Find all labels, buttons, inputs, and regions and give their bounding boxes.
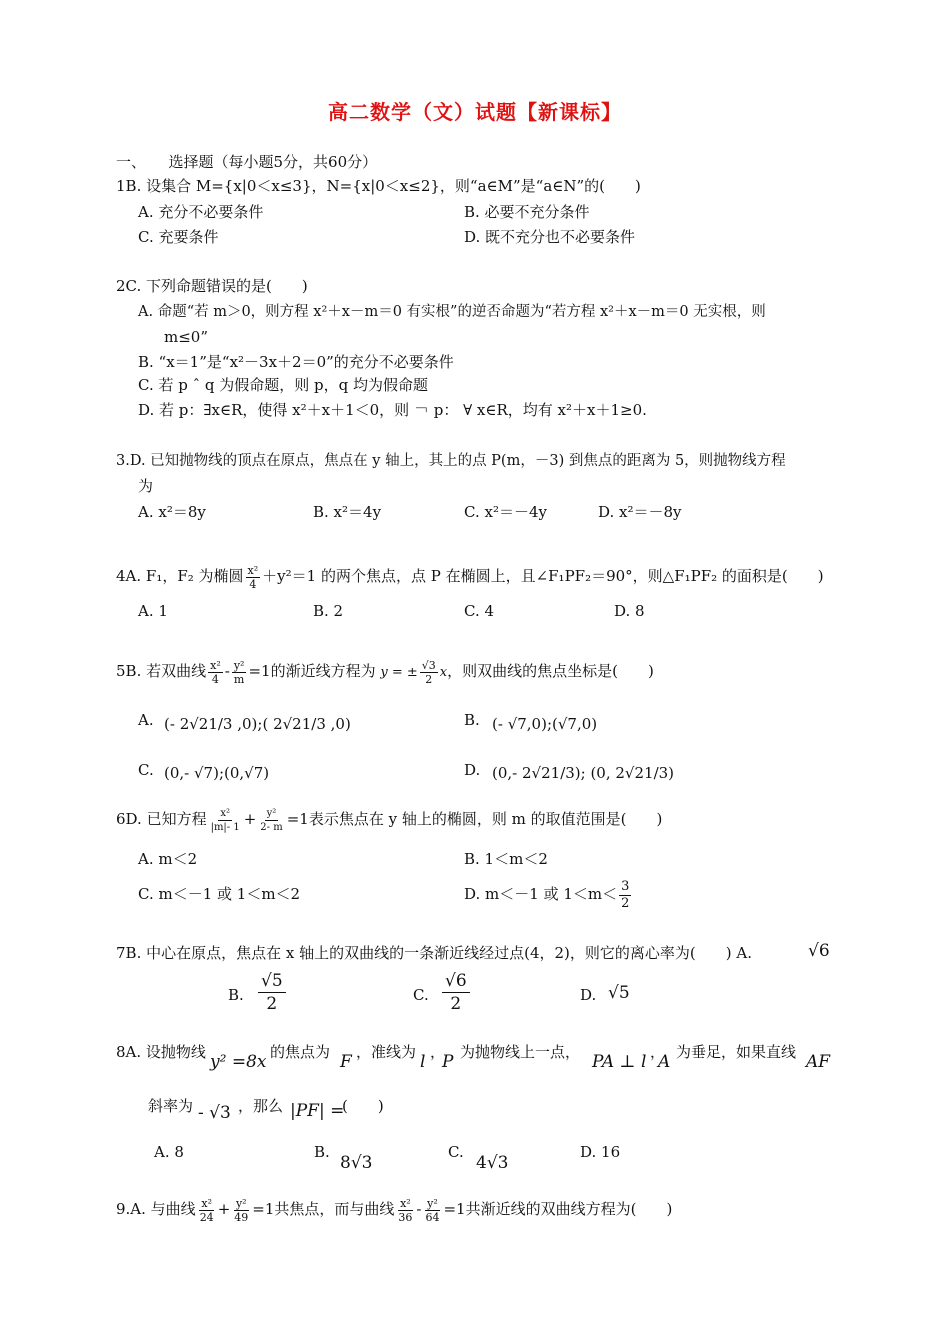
q5-option-a-label: A. (138, 711, 154, 729)
q4-stem-pre: 4A. F₁，F₂ 为椭圆 (116, 567, 244, 585)
section-heading: 一、 选择题（每小题5分，共60分） (116, 153, 378, 171)
q5-asym-num: √3 (421, 658, 436, 672)
q8-l: l (420, 1052, 426, 1072)
q8-text-2: ，准线为 (356, 1043, 417, 1061)
q8-option-b-value: 8√3 (340, 1153, 373, 1173)
q9-eq2: =1 (443, 1200, 466, 1218)
q9-f3-num: x² (400, 1196, 411, 1210)
q8-option-b-label: B. (314, 1143, 330, 1161)
q9-f1-num: x² (201, 1196, 212, 1210)
q5-stem-post: ，则双曲线的焦点坐标是( ) (447, 662, 654, 680)
q5-stem-mid: 的渐近线方程为 (270, 662, 376, 680)
q4-stem-post: ＋y²＝1 的两个焦点，点 P 在椭圆上，且∠F₁PF₂＝90°，则△F₁PF₂ 的面积是( ) (262, 567, 824, 585)
q9-stem-pre: 9.A. 与曲线 (116, 1200, 196, 1218)
q7-stem: 7B. 中心在原点，焦点在 x 轴上的双曲线的一条渐近线经过点(4，2)，则它的离心率为( ) A. (116, 944, 752, 962)
q5-frac-y (232, 659, 247, 686)
q5-stem (116, 656, 654, 688)
q8-line2-mid: ，那么 (238, 1097, 284, 1115)
q8-option-d: D. 16 (580, 1143, 621, 1161)
q6-eq: =1 (286, 810, 309, 828)
q2-option-c: C. 若 p ˆ q 为假命题，则 p，q 均为假命题 (138, 376, 428, 394)
q8-pre: 8A. 设抛物线 (116, 1043, 206, 1061)
q5-option-c-label: C. (138, 761, 154, 779)
q9-frac-1 (198, 1197, 216, 1224)
q8-line2-post: ( ) (342, 1097, 384, 1115)
q6-frac-y-num: y² (266, 807, 277, 819)
q7-option-b-frac (256, 970, 288, 1015)
q8-text-6: 为垂足，如果直线 (676, 1043, 797, 1061)
q8-A: A (658, 1052, 671, 1072)
q7-b-den: 2 (266, 994, 278, 1014)
q9-frac-2 (232, 1197, 250, 1224)
q9-plus: + (217, 1200, 231, 1218)
q7-option-a-value: √6 (808, 941, 830, 961)
q5-frac-x (208, 659, 223, 686)
q9-frac-3 (396, 1197, 414, 1224)
q6-stem (116, 804, 662, 834)
q6-option-d-pre: D. m＜－1 或 1＜m＜ (464, 885, 618, 903)
q3-option-a: A. x²＝8y (138, 503, 206, 521)
q5-option-d-value: (0,- 2√21/3); (0, 2√21/3) (492, 764, 675, 782)
q4-option-c: C. 4 (464, 602, 495, 620)
q5-option-b-label: B. (464, 711, 480, 729)
q8-pf: |PF| = (290, 1101, 345, 1121)
q1-option-a: A. 充分不必要条件 (138, 203, 264, 221)
q2-option-b: B. “x＝1”是“x²－3x＋2＝0”的充分不必要条件 (138, 353, 454, 371)
q6-frac-x (209, 807, 242, 834)
q9-f2-den: 49 (234, 1210, 249, 1224)
q1-stem: 1B. 设集合 M={x|0＜x≤3}，N={x|0＜x≤2}，则“a∈M”是“a∈N”的( ) (116, 177, 641, 195)
q5-eq: =1 (248, 662, 271, 680)
q7-option-d-label: D. (580, 986, 597, 1004)
q6-plus: + (243, 810, 257, 828)
q8-perp: PA ⊥ l (592, 1052, 647, 1072)
q8-AF: AF (806, 1052, 831, 1072)
q4-option-a: A. 1 (138, 602, 168, 620)
q8-text-4: 为抛物线上一点， (460, 1043, 581, 1061)
q5-frac-x-den: 4 (211, 672, 219, 686)
q6-frac-y (258, 807, 284, 834)
q3-option-c: C. x²＝－4y (464, 503, 547, 521)
q5-asym-post: x (439, 665, 448, 680)
q5-minus: - (224, 662, 230, 680)
q5-frac-y-num: y² (233, 658, 245, 672)
q9-frac-4 (423, 1197, 441, 1224)
q3-option-b: B. x²＝4y (313, 503, 382, 521)
q2-option-a-line1: A. 命题“若 m＞0，则方程 x²＋x－m＝0 有实根”的逆否命题为“若方程 x²＋x－m＝0 无实根，则 (138, 304, 766, 320)
q8-slope: - √3 (198, 1103, 231, 1123)
q5-asym-den: 2 (425, 672, 433, 686)
q5-frac-y-den: m (233, 672, 245, 686)
q5-option-d-label: D. (464, 761, 481, 779)
q4-ellipse-fraction (246, 564, 261, 591)
q2-stem: 2C. 下列命题错误的是( ) (116, 277, 308, 295)
q5-option-b-value: (- √7,0);(√7,0) (492, 715, 598, 733)
q1-option-b: B. 必要不充分条件 (464, 203, 590, 221)
q8-text-1: 的焦点为 (270, 1043, 331, 1061)
q6-option-d-num: 3 (621, 878, 630, 894)
q9-eq1: =1 (252, 1200, 275, 1218)
q9-f3-den: 36 (398, 1210, 413, 1224)
q7-c-num: √6 (442, 970, 470, 993)
q8-text-5: ， (650, 1043, 666, 1061)
q9-f1-den: 24 (199, 1210, 214, 1224)
q9-stem (116, 1194, 672, 1224)
q9-f2-num: y² (235, 1196, 247, 1210)
q5-option-c-value: (0,- √7);(0,√7) (164, 764, 270, 782)
q6-stem-post: 表示焦点在 y 轴上的椭圆，则 m 的取值范围是( ) (308, 810, 663, 828)
q8-parabola-eq: y² =8x (210, 1052, 267, 1072)
q9-f4-num: y² (427, 1196, 438, 1210)
q5-stem-pre: 5B. 若双曲线 (116, 662, 207, 680)
q5-asym-pre: y = ± (380, 665, 418, 680)
q7-c-den: 2 (450, 994, 462, 1014)
q4-frac-num: x² (247, 563, 259, 577)
q4-stem (116, 562, 824, 591)
q6-option-d (464, 876, 633, 912)
q6-option-d-frac (619, 879, 631, 912)
q2-option-a-line2: m≤0” (164, 328, 209, 346)
q6-frac-y-den: 2- m (260, 821, 283, 833)
q8-text-3: ， (430, 1043, 446, 1061)
q8-option-a: A. 8 (154, 1143, 184, 1161)
q5-option-a-value: (- 2√21/3 ,0);( 2√21/3 ,0) (164, 715, 351, 733)
q7-option-d-value: √5 (608, 983, 630, 1003)
q6-option-d-den: 2 (621, 895, 630, 911)
q3-stem-line2: 为 (138, 477, 154, 495)
page-title: 高二数学（文）试题【新课标】 (328, 100, 622, 124)
q5-frac-x-num: x² (210, 658, 221, 672)
q6-stem-pre: 6D. 已知方程 (116, 810, 207, 828)
q8-option-c-label: C. (448, 1143, 464, 1161)
q6-frac-x-den: |m|- 1 (210, 821, 240, 833)
q2-option-d: D. 若 p：∃x∈R，使得 x²＋x＋1＜0，则 ￢ p： ∀ x∈R，均有 x²＋x＋1≥0. (138, 401, 647, 419)
q7-option-c-frac (440, 970, 472, 1015)
q6-option-a: A. m＜2 (138, 850, 198, 868)
q6-option-b: B. 1＜m＜2 (464, 850, 548, 868)
q1-option-d: D. 既不充分也不必要条件 (464, 228, 636, 246)
q9-minus: - (416, 1200, 422, 1218)
q1-option-c: C. 充要条件 (138, 228, 219, 246)
q8-P: P (442, 1052, 454, 1072)
q4-option-d: D. 8 (614, 602, 645, 620)
q8-option-c-value: 4√3 (476, 1153, 509, 1173)
q5-asym-frac (420, 659, 438, 686)
q7-option-b-label: B. (228, 986, 244, 1004)
q4-frac-den: 4 (249, 577, 257, 591)
q6-frac-x-num: x² (220, 807, 230, 819)
q7-option-c-label: C. (413, 986, 429, 1004)
q9-stem-post: 共渐近线的双曲线方程为( ) (465, 1200, 673, 1218)
q9-f4-den: 64 (425, 1210, 440, 1224)
q9-stem-mid: 共焦点，而与曲线 (274, 1200, 395, 1218)
q3-option-d: D. x²＝－8y (598, 503, 682, 521)
q4-option-b: B. 2 (313, 602, 344, 620)
q8-line2-pre: 斜率为 (148, 1097, 194, 1115)
q6-option-c: C. m＜－1 或 1＜m＜2 (138, 885, 301, 903)
q7-b-num: √5 (258, 970, 286, 993)
q8-F: F (340, 1052, 352, 1072)
q3-stem-line1: 3.D. 已知抛物线的顶点在原点，焦点在 y 轴上，其上的点 P(m，－3) 到焦点的距离为 5，则抛物线方程 (116, 453, 786, 469)
